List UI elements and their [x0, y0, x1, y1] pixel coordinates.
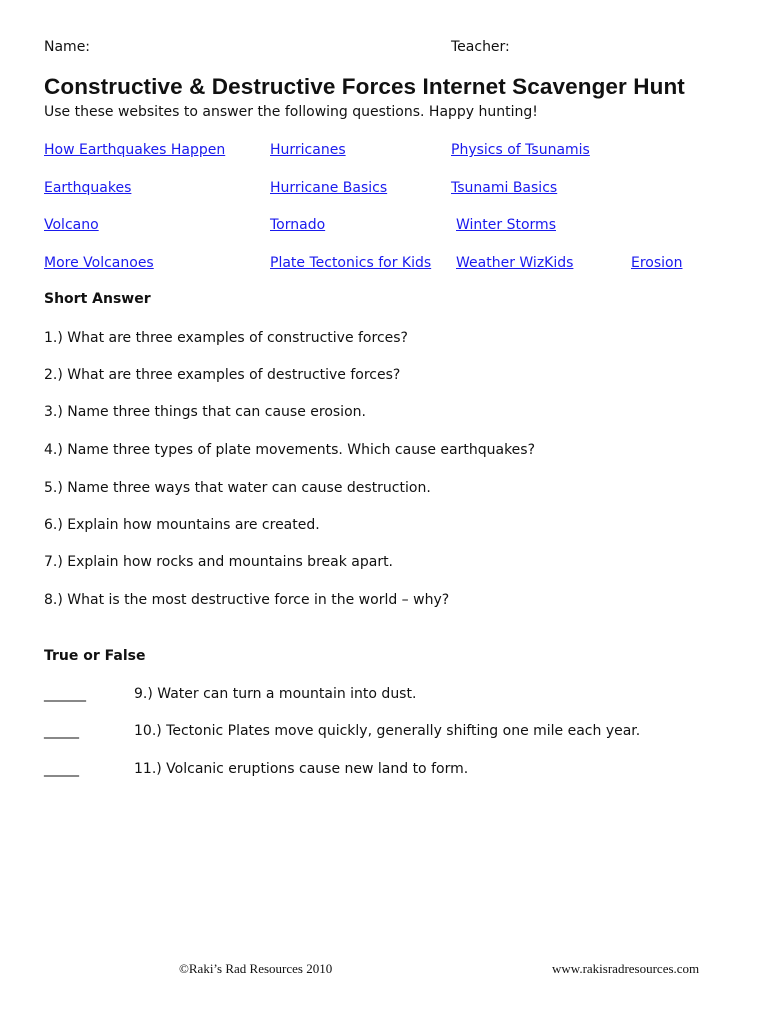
question-3: 3.) Name three things that can cause erosion. — [44, 404, 366, 420]
question-4: 4.) Name three types of plate movements. Which cause earthquakes? — [44, 442, 536, 458]
link-physics-of-tsunamis[interactable]: Physics of Tsunamis — [451, 142, 590, 158]
link-winter-storms[interactable]: Winter Storms — [456, 217, 556, 233]
intro-text: Use these websites to answer the following questions. Happy hunting! — [44, 104, 538, 120]
page-title: Constructive & Destructive Forces Internet Scavenger Hunt — [44, 74, 685, 99]
question-5: 5.) Name three ways that water can cause destruction. — [44, 480, 431, 496]
short-answer-heading: Short Answer — [44, 291, 151, 307]
link-hurricane-basics[interactable]: Hurricane Basics — [270, 180, 388, 196]
true-false-item-9: 9.) Water can turn a mountain into dust. — [134, 686, 417, 702]
answer-blank-10: _____ — [44, 723, 79, 739]
name-label: Name: — [44, 39, 91, 55]
link-erosion[interactable]: Erosion — [631, 255, 683, 271]
link-how-earthquakes-happen[interactable]: How Earthquakes Happen — [44, 142, 226, 158]
link-tsunami-basics[interactable]: Tsunami Basics — [451, 180, 558, 196]
teacher-label: Teacher: — [451, 39, 510, 55]
question-1: 1.) What are three examples of constructive forces? — [44, 330, 408, 346]
link-hurricanes[interactable]: Hurricanes — [270, 142, 346, 158]
question-8: 8.) What is the most destructive force in the world – why? — [44, 592, 450, 608]
link-weather-wizkids[interactable]: Weather WizKids — [456, 255, 574, 271]
question-7: 7.) Explain how rocks and mountains break apart. — [44, 554, 394, 570]
footer-copyright: ©Raki’s Rad Resources 2010 — [179, 961, 333, 976]
answer-blank-11: _____ — [44, 761, 79, 777]
answer-blank-9: ______ — [44, 686, 86, 702]
link-tornado[interactable]: Tornado — [270, 217, 326, 233]
true-false-item-11: 11.) Volcanic eruptions cause new land to form. — [134, 761, 469, 777]
question-6: 6.) Explain how mountains are created. — [44, 517, 320, 533]
question-2: 2.) What are three examples of destructive forces? — [44, 367, 401, 383]
link-plate-tectonics-for-kids[interactable]: Plate Tectonics for Kids — [270, 255, 432, 271]
true-false-heading: True or False — [44, 648, 146, 664]
link-more-volcanoes[interactable]: More Volcanoes — [44, 255, 154, 271]
link-earthquakes[interactable]: Earthquakes — [44, 180, 132, 196]
link-volcano[interactable]: Volcano — [44, 217, 99, 233]
true-false-item-10: 10.) Tectonic Plates move quickly, generally shifting one mile each year. — [134, 723, 641, 739]
footer-website: www.rakisradresources.com — [552, 961, 700, 976]
